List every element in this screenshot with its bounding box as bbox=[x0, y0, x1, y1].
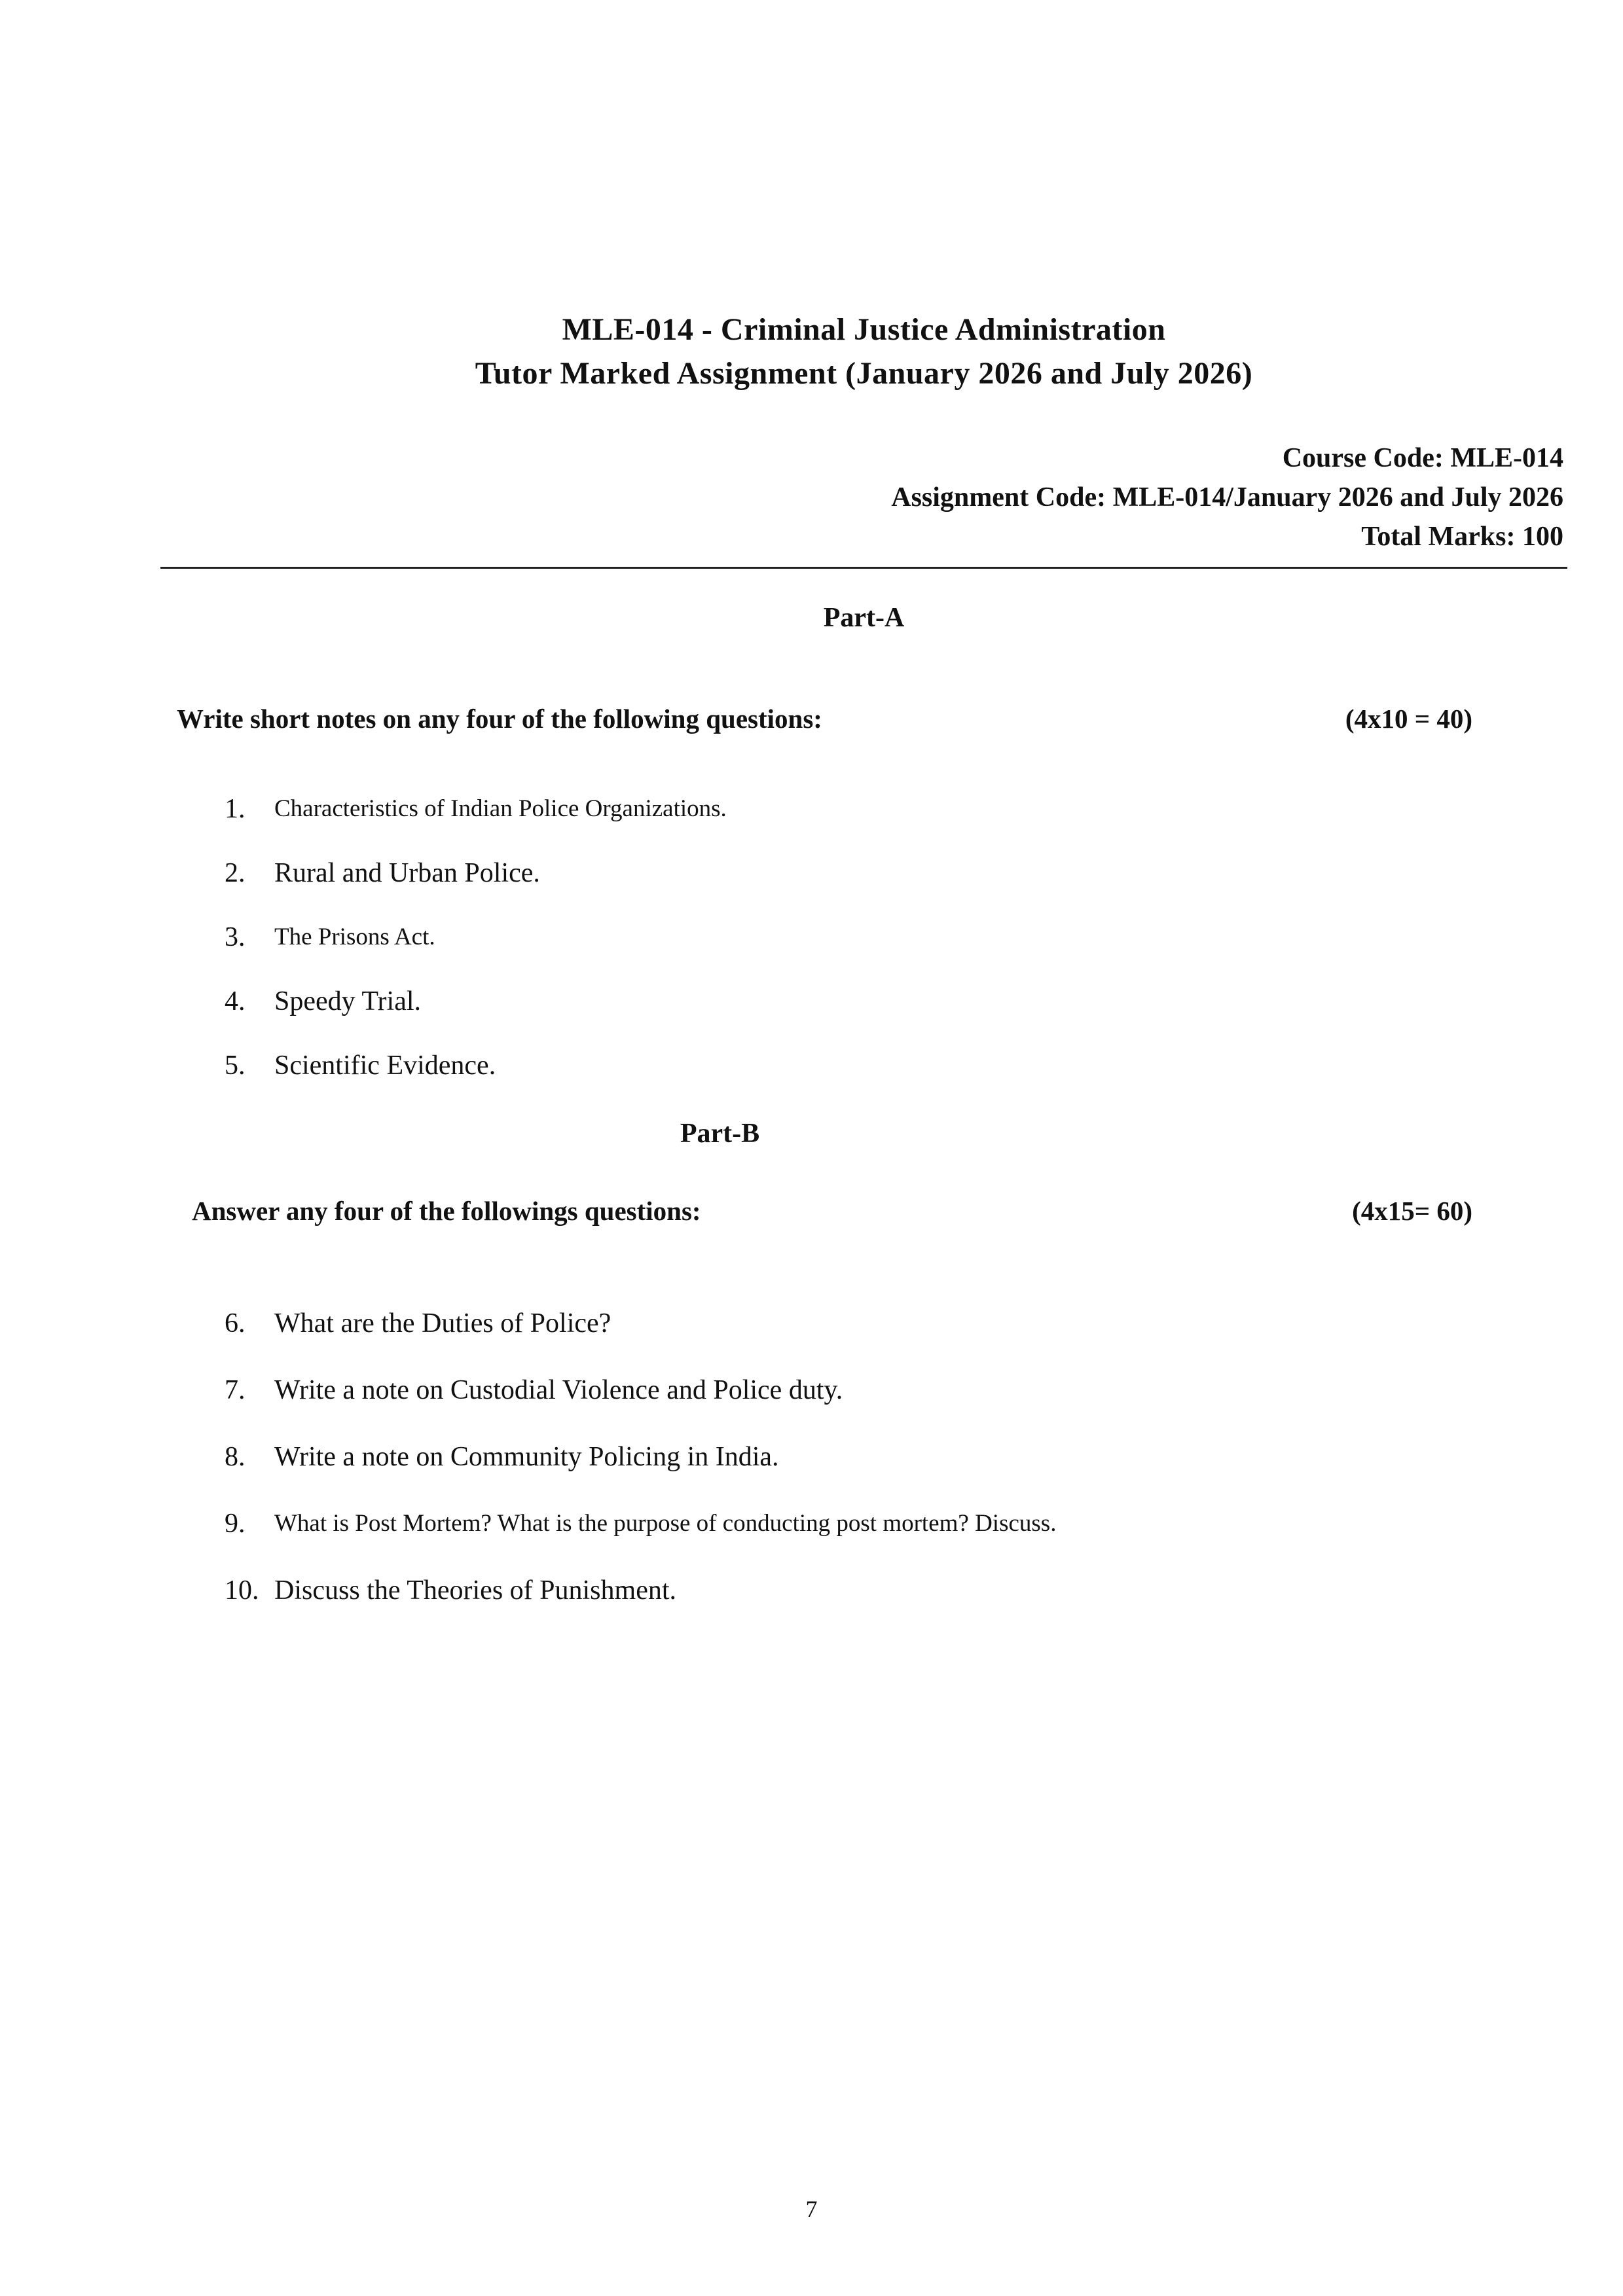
question-number: 10. bbox=[225, 1575, 259, 1605]
part-a-question-list bbox=[160, 793, 1567, 1082]
question-text: The Prisons Act. bbox=[274, 924, 435, 950]
title-line-2: Tutor Marked Assignment (January 2026 and July 2026) bbox=[475, 356, 1253, 391]
question-item bbox=[225, 1441, 1567, 1473]
assignment-code: Assignment Code: MLE-014/January 2026 and July 2026 bbox=[891, 482, 1563, 512]
header-divider bbox=[160, 567, 1567, 569]
part-b-instruction-row bbox=[160, 1194, 1567, 1227]
question-item bbox=[225, 1374, 1567, 1407]
question-item bbox=[225, 1307, 1567, 1340]
question-item bbox=[225, 1574, 1567, 1607]
course-code: Course Code: MLE-014 bbox=[1282, 443, 1563, 473]
question-text: Scientific Evidence. bbox=[274, 1050, 496, 1081]
question-number: 5. bbox=[225, 1050, 246, 1081]
question-text: What is Post Mortem? What is the purpose of conducting post mortem? Discuss. bbox=[274, 1510, 1057, 1537]
question-item bbox=[225, 1049, 1567, 1082]
document-title bbox=[160, 308, 1567, 395]
title-line-1: MLE-014 - Criminal Justice Administration bbox=[562, 312, 1166, 347]
question-number: 9. bbox=[225, 1509, 246, 1539]
question-item bbox=[225, 793, 1567, 825]
question-text: Discuss the Theories of Punishment. bbox=[274, 1575, 677, 1605]
question-number: 4. bbox=[225, 986, 246, 1016]
part-a-heading: Part-A bbox=[823, 603, 905, 633]
question-text: Write a note on Community Policing in India. bbox=[274, 1442, 779, 1472]
page-number: 7 bbox=[805, 2196, 818, 2222]
question-number: 8. bbox=[225, 1442, 246, 1472]
question-text: Write a note on Custodial Violence and Police duty. bbox=[274, 1375, 843, 1405]
question-number: 3. bbox=[225, 922, 246, 952]
question-text: Characteristics of Indian Police Organizations. bbox=[274, 795, 727, 822]
question-text: What are the Duties of Police? bbox=[274, 1308, 611, 1338]
course-info-block bbox=[160, 439, 1567, 556]
part-a-marks: (4x10 = 40) bbox=[1345, 704, 1472, 734]
part-b-instruction: Answer any four of the followings questions: bbox=[192, 1196, 701, 1226]
question-text: Rural and Urban Police. bbox=[274, 858, 540, 888]
part-b-question-list bbox=[160, 1307, 1567, 1607]
question-item bbox=[225, 1507, 1567, 1540]
question-item bbox=[225, 985, 1567, 1018]
part-b-marks: (4x15= 60) bbox=[1352, 1196, 1472, 1226]
question-number: 2. bbox=[225, 858, 246, 888]
question-number: 7. bbox=[225, 1375, 246, 1405]
question-item bbox=[225, 921, 1567, 954]
part-a-instruction-row bbox=[160, 702, 1567, 735]
part-b-heading: Part-B bbox=[680, 1119, 760, 1149]
question-item bbox=[225, 857, 1567, 889]
part-a-instruction: Write short notes on any four of the following questions: bbox=[177, 704, 822, 734]
question-number: 6. bbox=[225, 1308, 246, 1338]
question-text: Speedy Trial. bbox=[274, 986, 422, 1016]
question-number: 1. bbox=[225, 794, 246, 824]
total-marks: Total Marks: 100 bbox=[1361, 522, 1563, 552]
